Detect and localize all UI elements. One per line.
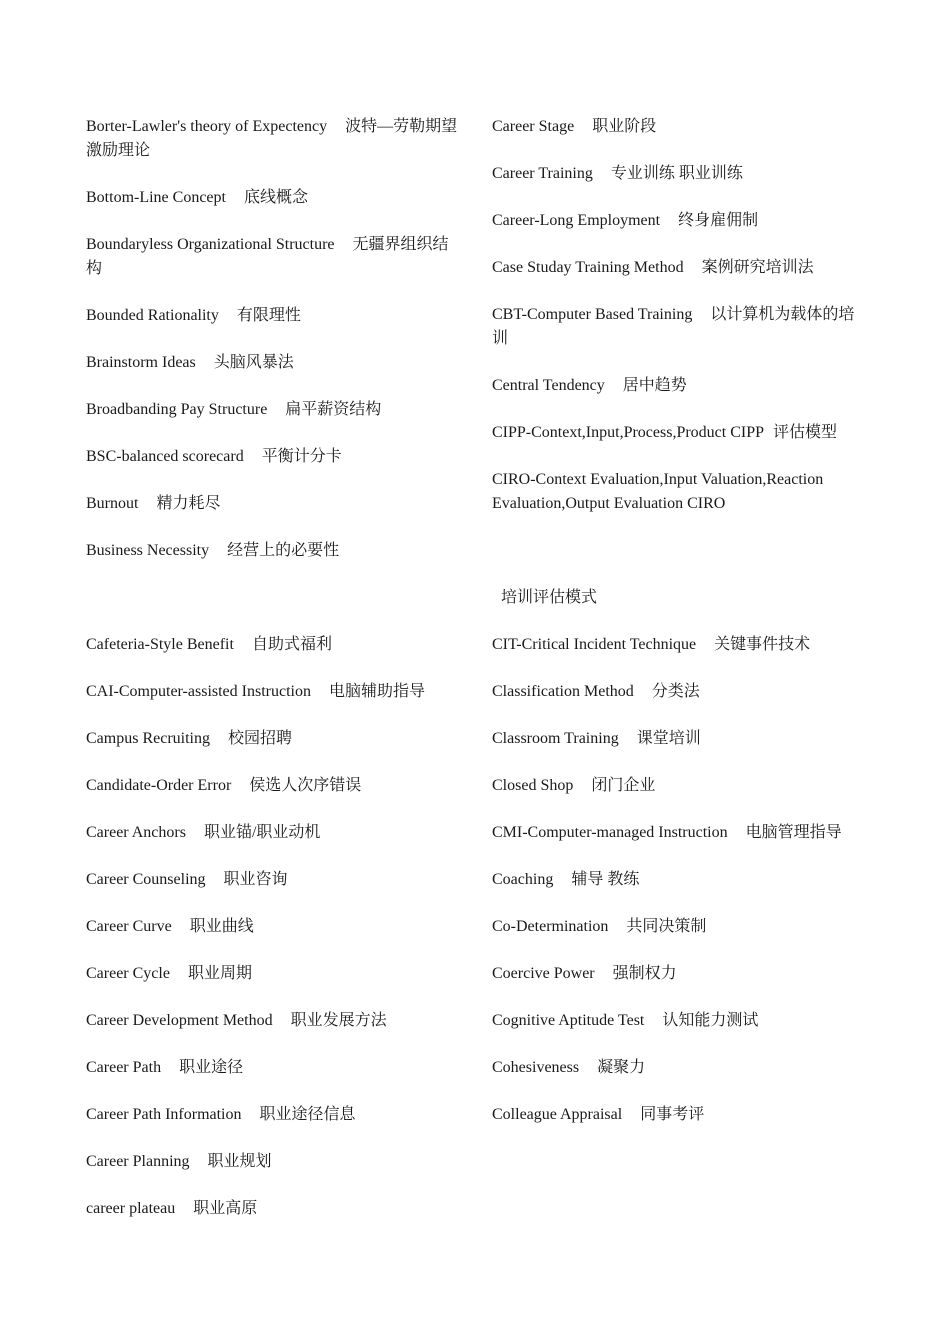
term-english: CIT-Critical Incident Technique xyxy=(492,636,697,653)
glossary-entry xyxy=(86,539,460,563)
term-english: CIRO-Context Evaluation,Input Valuation,Reaction Evaluation,Output Evaluation CIRO xyxy=(492,471,824,512)
term-english: Campus Recruiting xyxy=(86,730,210,747)
term-chinese: 职业锚/职业动机 xyxy=(203,824,321,841)
term-english: Brainstorm Ideas xyxy=(86,354,196,371)
right-column xyxy=(492,115,860,1150)
term-chinese: 职业高原 xyxy=(193,1200,258,1217)
term-chinese: 认知能力测试 xyxy=(662,1012,759,1029)
glossary-entry xyxy=(492,962,860,986)
term-english: Career Counseling xyxy=(86,871,206,888)
term-english: Broadbanding Pay Structure xyxy=(86,401,268,418)
glossary-entry xyxy=(492,468,860,516)
term-chinese: 职业规划 xyxy=(207,1153,272,1170)
glossary-entry xyxy=(86,868,460,892)
glossary-entry xyxy=(86,1009,460,1033)
glossary-entry xyxy=(86,115,460,163)
term-english: Career-Long Employment xyxy=(492,212,661,229)
term-english: CIPP-Context,Input,Process,Product CIPP xyxy=(492,424,765,441)
glossary-entry xyxy=(86,774,460,798)
glossary-entry xyxy=(492,868,860,892)
glossary-entry xyxy=(86,962,460,986)
term-english: Bottom-Line Concept xyxy=(86,189,226,206)
glossary-entry xyxy=(86,398,460,422)
glossary-entry xyxy=(492,1103,860,1127)
term-chinese: 职业发展方法 xyxy=(290,1012,387,1029)
glossary-entry xyxy=(492,727,860,751)
term-english: Closed Shop xyxy=(492,777,574,794)
glossary-entry xyxy=(86,915,460,939)
glossary-entry xyxy=(492,1009,860,1033)
term-chinese: 经营上的必要性 xyxy=(227,542,340,559)
term-chinese: 自助式福利 xyxy=(251,636,332,653)
glossary-entry xyxy=(492,162,860,186)
term-chinese: 校园招聘 xyxy=(227,730,292,747)
term-chinese: 职业途径信息 xyxy=(259,1106,356,1123)
term-chinese: 以计算机为载体的培训 xyxy=(492,306,855,347)
term-chinese: 头脑风暴法 xyxy=(213,354,294,371)
term-chinese: 电脑辅助指导 xyxy=(328,683,425,700)
glossary-entry xyxy=(86,445,460,469)
glossary-entry xyxy=(492,821,860,845)
term-chinese: 波特—劳勒期望激励理论 xyxy=(86,118,458,159)
term-chinese: 关键事件技术 xyxy=(714,636,811,653)
term-english: Central Tendency xyxy=(492,377,605,394)
term-english: BSC-balanced scorecard xyxy=(86,448,244,465)
term-english: Case Studay Training Method xyxy=(492,259,684,276)
section-spacer xyxy=(86,586,460,633)
glossary-group-b xyxy=(492,633,860,1127)
term-english: Cohesiveness xyxy=(492,1059,580,1076)
term-english: Candidate-Order Error xyxy=(86,777,232,794)
glossary-entry xyxy=(86,186,460,210)
term-chinese: 终身雇佣制 xyxy=(678,212,759,229)
term-english: Career Path xyxy=(86,1059,162,1076)
glossary-entry xyxy=(492,774,860,798)
term-chinese: 同事考评 xyxy=(640,1106,705,1123)
term-chinese: 专业训练 职业训练 xyxy=(610,165,743,182)
term-english: career plateau xyxy=(86,1200,176,1217)
term-chinese: 职业咨询 xyxy=(223,871,288,888)
term-chinese: 凝聚力 xyxy=(597,1059,646,1076)
glossary-entry xyxy=(86,304,460,328)
term-chinese: 平衡计分卡 xyxy=(261,448,342,465)
glossary-entry xyxy=(492,633,860,657)
term-english: Business Necessity xyxy=(86,542,210,559)
glossary-entry xyxy=(492,209,860,233)
glossary-entry xyxy=(86,1056,460,1080)
term-english: Classroom Training xyxy=(492,730,619,747)
term-english: Career Stage xyxy=(492,118,575,135)
term-english: Career Anchors xyxy=(86,824,186,841)
term-chinese: 扁平薪资结构 xyxy=(285,401,382,418)
term-english: Co-Determination xyxy=(492,918,609,935)
term-english: Career Path Information xyxy=(86,1106,242,1123)
term-chinese: 分类法 xyxy=(651,683,700,700)
glossary-entry xyxy=(86,727,460,751)
term-english: Career Planning xyxy=(86,1153,190,1170)
term-english: Borter-Lawler's theory of Expectency xyxy=(86,118,328,135)
term-chinese: 职业周期 xyxy=(187,965,252,982)
term-english: Colleague Appraisal xyxy=(492,1106,623,1123)
term-chinese: 电脑管理指导 xyxy=(745,824,842,841)
term-chinese: 精力耗尽 xyxy=(156,495,221,512)
glossary-entry xyxy=(86,680,460,704)
term-english: Boundaryless Organizational Structure xyxy=(86,236,335,253)
term-english: CMI-Computer-managed Instruction xyxy=(492,824,728,841)
term-english: Coaching xyxy=(492,871,554,888)
glossary-entry xyxy=(492,1056,860,1080)
glossary-entry xyxy=(492,256,860,280)
term-english: Coercive Power xyxy=(492,965,595,982)
term-chinese: 职业阶段 xyxy=(592,118,657,135)
term-english: CBT-Computer Based Training xyxy=(492,306,693,323)
term-chinese: 侯选人次序错误 xyxy=(249,777,362,794)
term-chinese: 闭门企业 xyxy=(591,777,656,794)
term-english: CAI-Computer-assisted Instruction xyxy=(86,683,311,700)
glossary-entry xyxy=(492,915,860,939)
glossary-entry xyxy=(86,1197,460,1221)
term-chinese: 底线概念 xyxy=(243,189,308,206)
term-chinese: 职业曲线 xyxy=(189,918,254,935)
glossary-entry xyxy=(86,821,460,845)
term-chinese: 课堂培训 xyxy=(636,730,701,747)
glossary-entry xyxy=(86,351,460,375)
glossary-entry xyxy=(492,115,860,139)
glossary-entry xyxy=(492,374,860,398)
glossary-entry xyxy=(86,633,460,657)
section-spacer xyxy=(492,539,860,586)
term-english: Bounded Rationality xyxy=(86,307,219,324)
term-chinese: 居中趋势 xyxy=(622,377,687,394)
glossary-entry xyxy=(86,492,460,516)
glossary-entry xyxy=(86,1103,460,1127)
term-chinese: 案例研究培训法 xyxy=(701,259,814,276)
term-chinese: 有限理性 xyxy=(236,307,301,324)
term-chinese: 无疆界组织结构 xyxy=(86,236,449,277)
glossary-group-a xyxy=(492,115,860,516)
glossary-group-b xyxy=(86,115,460,563)
term-english: Burnout xyxy=(86,495,139,512)
glossary-entry xyxy=(86,1150,460,1174)
term-english: Classification Method xyxy=(492,683,634,700)
term-english: Cafeteria-Style Benefit xyxy=(86,636,234,653)
term-english: Career Cycle xyxy=(86,965,170,982)
term-chinese: 辅导 教练 xyxy=(571,871,640,888)
glossary-entry xyxy=(492,680,860,704)
glossary-entry xyxy=(492,303,860,351)
term-chinese: 强制权力 xyxy=(612,965,677,982)
continuation-text: 培训评估模式 xyxy=(501,589,598,606)
glossary-entry xyxy=(492,421,860,445)
term-chinese: 评估模型 xyxy=(773,424,838,441)
term-english: Career Development Method xyxy=(86,1012,273,1029)
term-english: Career Curve xyxy=(86,918,172,935)
left-column xyxy=(86,115,460,1244)
glossary-group-c xyxy=(86,633,460,1221)
term-chinese: 职业途径 xyxy=(179,1059,244,1076)
term-chinese: 共同决策制 xyxy=(626,918,707,935)
glossary-entry xyxy=(86,233,460,281)
term-english: Cognitive Aptitude Test xyxy=(492,1012,645,1029)
term-english: Career Training xyxy=(492,165,593,182)
